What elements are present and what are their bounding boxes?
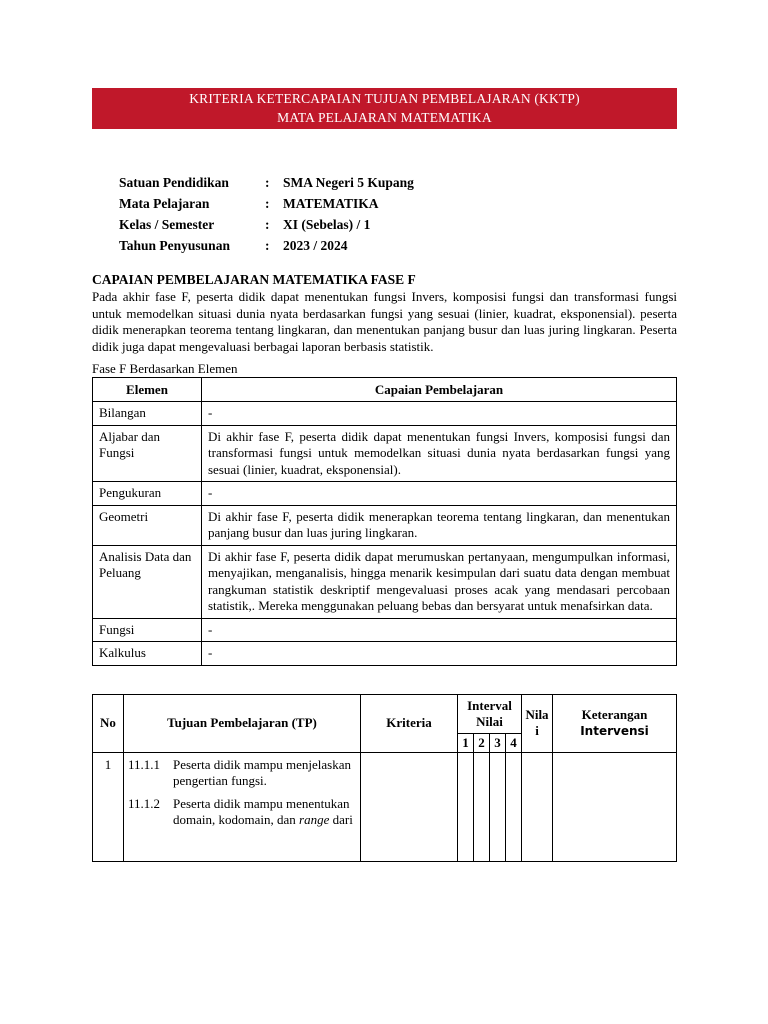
cell-capaian: -	[202, 618, 677, 642]
cell-elemen: Pengukuran	[93, 482, 202, 506]
cell-no: 1	[93, 752, 124, 861]
table-row	[93, 752, 677, 861]
table-header-row	[93, 378, 677, 402]
meta-colon: :	[265, 196, 270, 211]
table-header-row	[93, 694, 677, 733]
header-kriteria: Kriteria	[361, 694, 458, 752]
interval-label-2: Nilai	[476, 713, 503, 729]
tujuan-pembelajaran-table	[92, 694, 677, 862]
cell-elemen: Analisis Data dan Peluang	[93, 545, 202, 618]
header-capaian: Capaian Pembelajaran	[202, 378, 677, 402]
table-row	[93, 425, 677, 482]
header-nilai	[522, 694, 553, 752]
table-row	[93, 505, 677, 545]
header-interval-nilai	[458, 694, 522, 733]
cell-elemen: Aljabar dan Fungsi	[93, 425, 202, 482]
cell-elemen: Fungsi	[93, 618, 202, 642]
title-line-2: MATA PELAJARAN MATEMATIKA	[277, 110, 492, 125]
title-banner	[92, 88, 677, 129]
nilai-label-2: i	[535, 723, 539, 739]
cell-capaian: Di akhir fase F, peserta didik menerapkan teorema tentang lingkaran, dan menentukan panjang busur dan luas juring lingkaran.	[202, 505, 677, 545]
meta-value: 2023 / 2024	[283, 238, 348, 253]
tp-text-part: dari	[329, 812, 353, 828]
header-interval-4: 4	[506, 733, 522, 752]
header-no: No	[93, 694, 124, 752]
cell-elemen: Geometri	[93, 505, 202, 545]
meta-colon: :	[265, 238, 270, 253]
capaian-table	[92, 377, 677, 666]
cell-capaian: Di akhir fase F, peserta didik dapat menentukan fungsi Invers, komposisi fungsi dan transformasi fungsi untuk memodelkan situasi dunia nyata berdasarkan fungsi yang sesuai (linier, kuadrat, eksponensial).	[202, 425, 677, 482]
cp-paragraph: Pada akhir fase F, peserta didik dapat menentukan fungsi Invers, komposisi fungsi dan transformasi fungsi untuk memodelkan situasi dunia nyata berdasarkan fungsi yang sesuai (linier, kuadrat, eksponensial). peserta didik menerapkan teorema tentang lingkaran, dan menentukan panjang busur dan luas juring lingkaran. Peserta didik juga dapat mengevaluasi berbagai laporan berbasis statistik.	[92, 289, 677, 354]
header-interval-1: 1	[458, 733, 474, 752]
header-interval-3: 3	[490, 733, 506, 752]
cell-kriteria	[361, 752, 458, 861]
cell-keterangan	[553, 752, 677, 861]
cell-capaian: -	[202, 482, 677, 506]
table-row	[93, 642, 677, 666]
table-row	[93, 482, 677, 506]
header-elemen: Elemen	[93, 378, 202, 402]
interval-label-1: Interval	[467, 697, 512, 713]
cell-capaian: -	[202, 642, 677, 666]
cell-capaian: -	[202, 402, 677, 426]
tp-text-part: Peserta didik mampu menentukan domain, kodomain, dan	[173, 795, 350, 828]
section-title: CAPAIAN PEMBELAJARAN MATEMATIKA FASE F	[92, 272, 416, 287]
header-tp: Tujuan Pembelajaran (TP)	[124, 694, 361, 752]
tp-text	[173, 796, 356, 829]
meta-row-subject	[119, 193, 677, 214]
header-interval-2: 2	[474, 733, 490, 752]
keterangan-label-2: Intervensi	[580, 724, 649, 739]
meta-colon: :	[265, 175, 270, 190]
table-caption: Fase F Berdasarkan Elemen	[92, 361, 238, 377]
cell-interval-2	[474, 752, 490, 861]
meta-value: SMA Negeri 5 Kupang	[283, 175, 414, 190]
cell-interval-3	[490, 752, 506, 861]
meta-row-school	[119, 172, 677, 193]
meta-label: Kelas / Semester	[119, 217, 215, 232]
meta-row-class	[119, 214, 677, 235]
meta-value: MATEMATIKA	[283, 196, 379, 211]
document-page	[92, 88, 677, 862]
cell-elemen: Bilangan	[93, 402, 202, 426]
cell-elemen: Kalkulus	[93, 642, 202, 666]
meta-value: XI (Sebelas) / 1	[283, 217, 371, 232]
tp-item	[128, 757, 356, 790]
meta-label: Tahun Penyusunan	[119, 238, 230, 253]
tp-text-italic: range	[299, 812, 330, 828]
table-row	[93, 618, 677, 642]
cell-nilai	[522, 752, 553, 861]
identity-block	[119, 172, 677, 256]
title-line-1: KRITERIA KETERCAPAIAN TUJUAN PEMBELAJARAN (KKTP)	[189, 91, 580, 106]
meta-row-year	[119, 235, 677, 256]
keterangan-label-1: Keterangan	[581, 707, 648, 723]
tp-item	[128, 796, 356, 829]
meta-label: Satuan Pendidikan	[119, 175, 229, 190]
meta-colon: :	[265, 217, 270, 232]
cell-capaian: Di akhir fase F, peserta didik dapat merumuskan pertanyaan, mengumpulkan informasi, menyajikan, menganalisis, hingga menarik kesimpulan dari suatu data dengan membuat rangkuman statistik deskriptif mengevaluasi proses acak yang mendasari percobaan statistik,. Mereka menggunakan peluang bebas dan bersyarat untuk menafsirkan data.	[202, 545, 677, 618]
cell-interval-1	[458, 752, 474, 861]
tp-code: 11.1.2	[128, 795, 161, 811]
table-row	[93, 545, 677, 618]
cell-interval-4	[506, 752, 522, 861]
tp-text: Peserta didik mampu menjelaskan pengertian fungsi.	[173, 756, 351, 789]
tp-code: 11.1.1	[128, 756, 161, 772]
header-keterangan	[553, 694, 677, 752]
table-row	[93, 402, 677, 426]
cell-tp	[124, 752, 361, 861]
nilai-label-1: Nila	[525, 707, 549, 723]
meta-label: Mata Pelajaran	[119, 196, 210, 211]
